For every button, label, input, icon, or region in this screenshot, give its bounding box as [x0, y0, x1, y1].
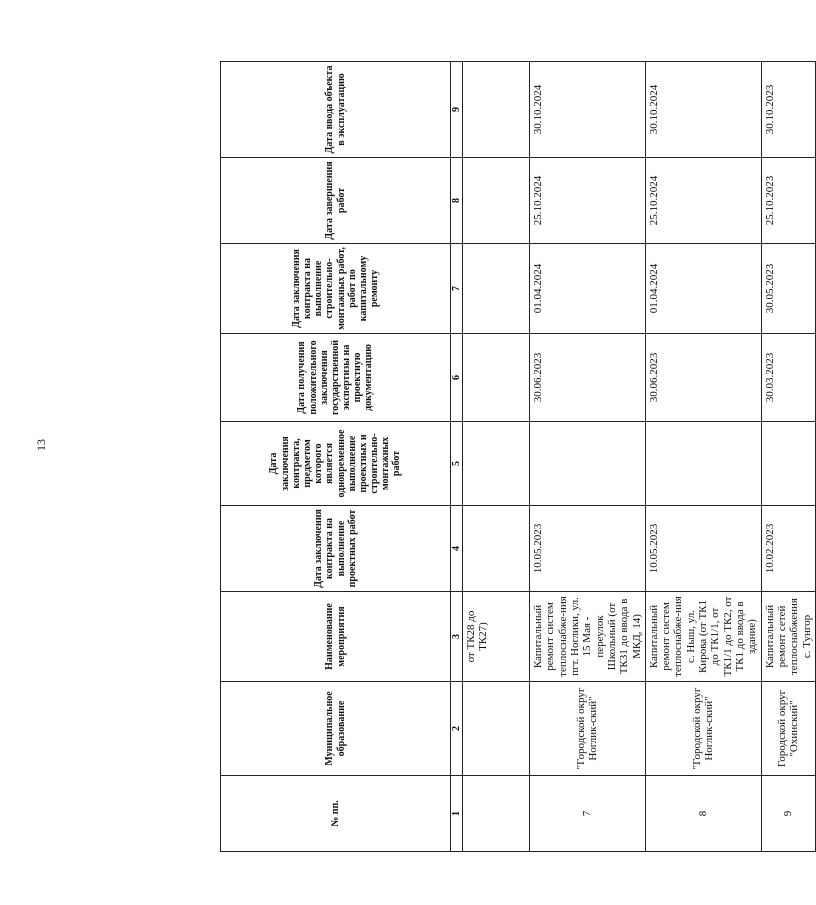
row-number: 9: [761, 776, 815, 852]
date-cell: 30.06.2023: [530, 334, 646, 422]
date-cell: 01.04.2024: [530, 244, 646, 334]
column-number: 7: [451, 244, 463, 334]
table-header-row: [221, 62, 451, 852]
date-cell: 30.05.2023: [761, 244, 815, 334]
date-cell: 30.06.2023: [645, 334, 761, 422]
date-cell: 25.10.2024: [530, 158, 646, 244]
header-cell: Дата ввода объекта в эксплуатацию: [221, 62, 451, 158]
table-cell: [463, 776, 530, 852]
date-cell: 10.02.2023: [761, 506, 815, 592]
table-cell: [463, 158, 530, 244]
date-cell: 25.10.2024: [645, 158, 761, 244]
table-row: [645, 62, 761, 852]
date-cell: 30.10.2024: [530, 62, 646, 158]
date-cell: [761, 422, 815, 506]
municipality-cell: "Городской округ Ноглик-ский": [645, 682, 761, 776]
table-cell: [463, 506, 530, 592]
column-number: 5: [451, 422, 463, 506]
header-cell: Дата завершения работ: [221, 158, 451, 244]
column-number: 2: [451, 682, 463, 776]
header-cell: Наименование мероприятия: [221, 592, 451, 682]
municipality-cell: Городской округ "Охинский": [761, 682, 815, 776]
column-number-row: [451, 62, 463, 852]
date-cell: 30.03.2023: [761, 334, 815, 422]
table-cell: [463, 62, 530, 158]
column-number: 3: [451, 592, 463, 682]
date-cell: 10.05.2023: [645, 506, 761, 592]
date-cell: [530, 422, 646, 506]
municipality-cell: "Городской округ Ноглик-ский": [530, 682, 646, 776]
row-number: 7: [530, 776, 646, 852]
date-cell: [645, 422, 761, 506]
table-cell: [463, 682, 530, 776]
header-cell: Дата получения положительного заключения государственной экспертизы на проектную документацию: [221, 334, 451, 422]
row-number: 8: [645, 776, 761, 852]
event-name-cell: Капитальный ремонт систем теплоснабже-ния с. Ныш, ул. Кирова (от ТК1 до ТК1/1, от ТК1/1 до ТК2, от ТК1 до ввода в здание): [645, 592, 761, 682]
header-cell: № пп.: [221, 776, 451, 852]
date-cell: 30.10.2023: [761, 62, 815, 158]
header-cell: Дата заключения контракта, предметом которого является одновременное выполнение проектных и строительно-монтажных работ: [221, 422, 451, 506]
date-cell: 25.10.2023: [761, 158, 815, 244]
date-cell: 01.04.2024: [645, 244, 761, 334]
column-number: 8: [451, 158, 463, 244]
continuation-row: [463, 62, 530, 852]
date-cell: 30.10.2024: [645, 62, 761, 158]
column-number: 1: [451, 776, 463, 852]
table-row: [530, 62, 646, 852]
page-number: 13: [34, 439, 48, 451]
header-cell: Дата заключения контракта на выполнение проектных работ: [221, 506, 451, 592]
column-number: 9: [451, 62, 463, 158]
header-cell: Дата заключения контракта на выполнение строительно-монтажных работ, работ по капитальному ремонту: [221, 244, 451, 334]
column-number: 6: [451, 334, 463, 422]
schedule-table: [220, 61, 816, 852]
date-cell: 10.05.2023: [530, 506, 646, 592]
table-row: [761, 62, 815, 852]
event-name-cell: Капитальный ремонт сетей теплоснабжения с. Тунгор: [761, 592, 815, 682]
event-name-cell: Капитальный ремонт систем теплоснабже-ния пгт. Ноглики, ул. 15 Мая - переулок Школьный (от ТК31 до ввода в МКД, 14): [530, 592, 646, 682]
table-cell: [463, 422, 530, 506]
column-number: 4: [451, 506, 463, 592]
table-cell: [463, 334, 530, 422]
header-cell: Муниципальное образование: [221, 682, 451, 776]
table-cell: [463, 244, 530, 334]
continuation-text: от ТК28 до ТК27): [463, 592, 530, 682]
